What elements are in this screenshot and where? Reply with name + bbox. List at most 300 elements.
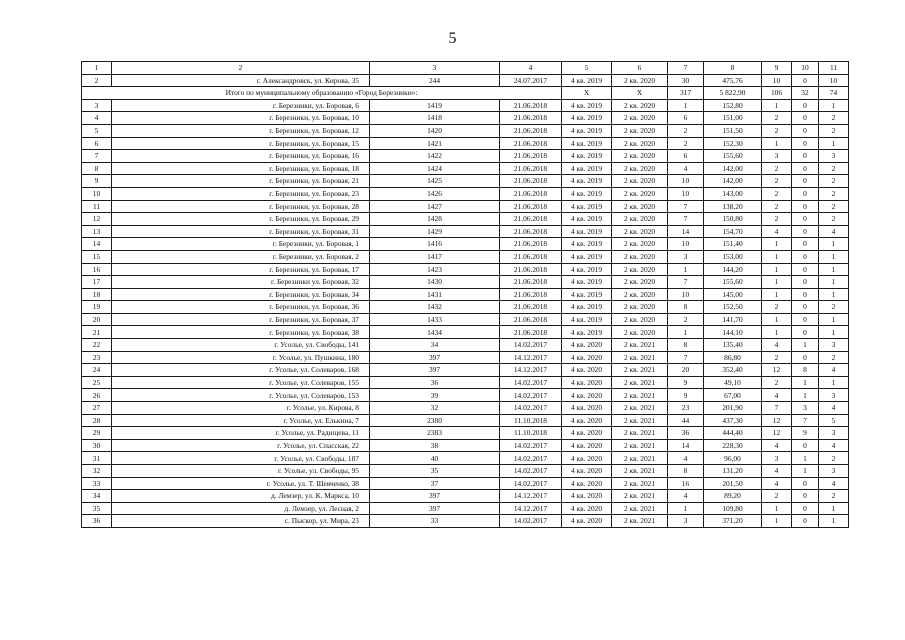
- table-row: [82, 452, 849, 465]
- cell-value: 21.06.2018: [500, 238, 562, 251]
- cell-value: 1428: [370, 213, 500, 226]
- cell-value: 10: [668, 288, 704, 301]
- table-row: [82, 276, 849, 289]
- cell-value: 35: [370, 465, 500, 478]
- cell-value: 0: [792, 137, 819, 150]
- cell-value: 152,30: [704, 137, 762, 150]
- cell-value: 1: [819, 263, 849, 276]
- cell-value: 3: [819, 339, 849, 352]
- cell-value: 1: [762, 502, 792, 515]
- cell-address: г. Березники, ул. Боровая, 10: [112, 112, 370, 125]
- table-row: [82, 288, 849, 301]
- cell-address: г. Березники, ул. Боровая, 36: [112, 301, 370, 314]
- cell-value: 4 кв. 2019: [562, 225, 612, 238]
- cell-value: 0: [792, 477, 819, 490]
- cell-value: 21.06.2018: [500, 175, 562, 188]
- cell-value: 21.06.2018: [500, 313, 562, 326]
- cell-value: 14.02.2017: [500, 452, 562, 465]
- cell-value: 2 кв. 2021: [612, 490, 668, 503]
- cell-value: 145,00: [704, 288, 762, 301]
- cell-value: 10: [668, 187, 704, 200]
- cell-value: 1: [819, 238, 849, 251]
- cell-value: 7: [792, 414, 819, 427]
- cell-value: 444,40: [704, 427, 762, 440]
- cell-value: 109,80: [704, 502, 762, 515]
- cell-value: 2: [819, 200, 849, 213]
- cell-value: 1: [668, 502, 704, 515]
- cell-index: 4: [82, 112, 112, 125]
- cell-value: 1429: [370, 225, 500, 238]
- cell-value: 8: [792, 364, 819, 377]
- cell-value: 1: [819, 276, 849, 289]
- cell-value: 4 кв. 2020: [562, 465, 612, 478]
- cell-value: 144,10: [704, 326, 762, 339]
- cell-address: д. Лемзер, ул. Лесная, 2: [112, 502, 370, 515]
- cell-index: 32: [82, 465, 112, 478]
- cell-value: 1: [762, 250, 792, 263]
- cell-value: 2: [762, 490, 792, 503]
- cell-value: 2 кв. 2021: [612, 502, 668, 515]
- cell-value: 21.06.2018: [500, 112, 562, 125]
- cell-value: 2 кв. 2021: [612, 402, 668, 415]
- cell-index: 3: [82, 99, 112, 112]
- column-number: 2: [112, 62, 370, 75]
- cell-value: 1: [668, 99, 704, 112]
- cell-value: 30: [668, 74, 704, 87]
- page-number: 5: [448, 30, 457, 47]
- cell-address: г. Усолье, ул. Пушкина, 180: [112, 351, 370, 364]
- cell-value: 2: [668, 313, 704, 326]
- cell-value: 1427: [370, 200, 500, 213]
- cell-value: 0: [792, 313, 819, 326]
- summary-cell: 74: [819, 87, 849, 100]
- table-row: [82, 263, 849, 276]
- cell-value: 4 кв. 2020: [562, 389, 612, 402]
- cell-value: 4: [762, 465, 792, 478]
- cell-value: 21.06.2018: [500, 250, 562, 263]
- cell-value: 21.06.2018: [500, 124, 562, 137]
- cell-value: 4 кв. 2019: [562, 200, 612, 213]
- cell-value: 151,40: [704, 238, 762, 251]
- cell-value: 1: [819, 326, 849, 339]
- cell-index: 35: [82, 502, 112, 515]
- cell-value: 0: [792, 150, 819, 163]
- table-row: [82, 389, 849, 402]
- table-row: [82, 112, 849, 125]
- cell-value: 142,00: [704, 175, 762, 188]
- cell-value: 1425: [370, 175, 500, 188]
- cell-value: 4 кв. 2019: [562, 326, 612, 339]
- cell-value: 2: [819, 452, 849, 465]
- table-row: [82, 465, 849, 478]
- cell-value: 14.12.2017: [500, 351, 562, 364]
- cell-value: 2: [819, 490, 849, 503]
- cell-value: 12: [762, 427, 792, 440]
- cell-value: 0: [792, 250, 819, 263]
- cell-value: 2 кв. 2020: [612, 175, 668, 188]
- cell-value: 154,70: [704, 225, 762, 238]
- cell-value: 14.02.2017: [500, 339, 562, 352]
- cell-value: 0: [792, 502, 819, 515]
- cell-value: 4: [762, 477, 792, 490]
- cell-address: г. Березники ул. Боровая, 32: [112, 276, 370, 289]
- cell-value: 2 кв. 2020: [612, 150, 668, 163]
- cell-value: 2 кв. 2021: [612, 427, 668, 440]
- cell-index: 14: [82, 238, 112, 251]
- table-row: [82, 376, 849, 389]
- table-row: [82, 213, 849, 226]
- cell-value: 1426: [370, 187, 500, 200]
- cell-address: г. Березники, ул. Боровая, 2: [112, 250, 370, 263]
- cell-value: 21.06.2018: [500, 162, 562, 175]
- cell-value: 4 кв. 2019: [562, 150, 612, 163]
- cell-value: 9: [792, 427, 819, 440]
- cell-value: 6: [668, 150, 704, 163]
- cell-value: 3: [792, 402, 819, 415]
- cell-value: 2: [819, 124, 849, 137]
- column-number: 5: [562, 62, 612, 75]
- cell-index: 16: [82, 263, 112, 276]
- cell-address: г. Березники, ул. Боровая, 6: [112, 99, 370, 112]
- cell-value: 14.02.2017: [500, 439, 562, 452]
- cell-value: 2 кв. 2020: [612, 74, 668, 87]
- table-row: [82, 402, 849, 415]
- cell-value: 14.02.2017: [500, 376, 562, 389]
- cell-value: 14.02.2017: [500, 389, 562, 402]
- cell-value: 34: [370, 339, 500, 352]
- cell-value: 21.06.2018: [500, 137, 562, 150]
- cell-value: 2 кв. 2021: [612, 515, 668, 528]
- cell-address: г. Усолье, ул. Т. Шевченко, 38: [112, 477, 370, 490]
- column-number: 9: [762, 62, 792, 75]
- table-row: [82, 175, 849, 188]
- cell-value: 4 кв. 2020: [562, 477, 612, 490]
- cell-index: 10: [82, 187, 112, 200]
- cell-value: 8: [668, 339, 704, 352]
- cell-value: 2: [668, 137, 704, 150]
- cell-address: г. Березники, ул. Боровая, 12: [112, 124, 370, 137]
- cell-index: 30: [82, 439, 112, 452]
- cell-value: 152,50: [704, 301, 762, 314]
- cell-value: 4 кв. 2020: [562, 339, 612, 352]
- cell-value: 10: [819, 74, 849, 87]
- cell-value: 1: [792, 465, 819, 478]
- cell-index: 36: [82, 515, 112, 528]
- cell-value: 9: [668, 376, 704, 389]
- cell-value: 0: [792, 301, 819, 314]
- cell-value: 1423: [370, 263, 500, 276]
- cell-value: 2383: [370, 427, 500, 440]
- cell-value: 152,80: [704, 99, 762, 112]
- cell-value: 4 кв. 2019: [562, 187, 612, 200]
- cell-value: 2 кв. 2021: [612, 339, 668, 352]
- table-row: [82, 515, 849, 528]
- cell-address: г. Усолье, ул. Свободы, 95: [112, 465, 370, 478]
- cell-value: 244: [370, 74, 500, 87]
- cell-value: 7: [668, 213, 704, 226]
- cell-address: г. Усолье, ул. Солеваров, 153: [112, 389, 370, 402]
- table-row: [82, 477, 849, 490]
- table-row: [82, 502, 849, 515]
- cell-value: 38: [370, 439, 500, 452]
- cell-value: 0: [792, 225, 819, 238]
- cell-value: 1: [819, 99, 849, 112]
- cell-value: 155,60: [704, 150, 762, 163]
- cell-value: 14.02.2017: [500, 402, 562, 415]
- cell-value: 142,00: [704, 162, 762, 175]
- cell-value: 2: [819, 162, 849, 175]
- cell-value: 4 кв. 2020: [562, 351, 612, 364]
- cell-value: 3: [668, 250, 704, 263]
- cell-value: 4 кв. 2020: [562, 364, 612, 377]
- cell-value: 141,70: [704, 313, 762, 326]
- cell-value: 10: [762, 74, 792, 87]
- cell-value: 32: [370, 402, 500, 415]
- cell-value: 2 кв. 2020: [612, 276, 668, 289]
- cell-index: 12: [82, 213, 112, 226]
- cell-value: 131,20: [704, 465, 762, 478]
- cell-value: 3: [819, 465, 849, 478]
- cell-value: 352,40: [704, 364, 762, 377]
- table-row: [82, 364, 849, 377]
- cell-value: 2: [762, 376, 792, 389]
- cell-address: г. Березники, ул. Боровая, 18: [112, 162, 370, 175]
- cell-value: 21.06.2018: [500, 326, 562, 339]
- cell-value: 2 кв. 2020: [612, 124, 668, 137]
- cell-address: г. Березники, ул. Боровая, 21: [112, 175, 370, 188]
- summary-label: Итого по муниципальному образованию «Город Березники»:: [82, 87, 562, 100]
- cell-value: 5: [819, 414, 849, 427]
- cell-value: 37: [370, 477, 500, 490]
- table-row: [82, 313, 849, 326]
- cell-value: 4 кв. 2020: [562, 376, 612, 389]
- cell-value: 10: [668, 238, 704, 251]
- cell-value: 7: [668, 276, 704, 289]
- cell-value: 21.06.2018: [500, 187, 562, 200]
- cell-index: 17: [82, 276, 112, 289]
- cell-address: г. Березники, ул. Боровая, 23: [112, 187, 370, 200]
- cell-address: г. Усолье, ул. Елькина, 7: [112, 414, 370, 427]
- cell-value: 201,90: [704, 402, 762, 415]
- cell-value: 2: [819, 301, 849, 314]
- cell-address: г. Усолье, ул. Спасская, 22: [112, 439, 370, 452]
- cell-value: 397: [370, 351, 500, 364]
- cell-index: 13: [82, 225, 112, 238]
- cell-value: 437,30: [704, 414, 762, 427]
- cell-value: 3: [819, 427, 849, 440]
- summary-cell: X: [612, 87, 668, 100]
- table-row: [82, 99, 849, 112]
- cell-value: 23: [668, 402, 704, 415]
- cell-value: 96,00: [704, 452, 762, 465]
- cell-value: 4: [819, 402, 849, 415]
- cell-address: г. Усолье, ул. Свободы, 187: [112, 452, 370, 465]
- cell-index: 15: [82, 250, 112, 263]
- cell-value: 1417: [370, 250, 500, 263]
- cell-value: 4 кв. 2019: [562, 263, 612, 276]
- cell-value: 16: [668, 477, 704, 490]
- cell-value: 1: [792, 389, 819, 402]
- cell-value: 4 кв. 2020: [562, 427, 612, 440]
- cell-index: 9: [82, 175, 112, 188]
- cell-value: 1416: [370, 238, 500, 251]
- cell-value: 21.06.2018: [500, 288, 562, 301]
- cell-value: 4 кв. 2019: [562, 175, 612, 188]
- cell-index: 34: [82, 490, 112, 503]
- cell-value: 0: [792, 162, 819, 175]
- cell-value: 4: [819, 477, 849, 490]
- cell-value: 397: [370, 364, 500, 377]
- cell-value: 2: [762, 162, 792, 175]
- cell-value: 0: [792, 175, 819, 188]
- cell-value: 1419: [370, 99, 500, 112]
- cell-value: 3: [668, 515, 704, 528]
- column-number: 4: [500, 62, 562, 75]
- cell-address: с. Пыскор, ул. Мира, 23: [112, 515, 370, 528]
- cell-value: 14: [668, 439, 704, 452]
- cell-value: 0: [792, 439, 819, 452]
- cell-value: 1: [819, 288, 849, 301]
- table-row: [82, 162, 849, 175]
- cell-value: 21.06.2018: [500, 200, 562, 213]
- cell-value: 4: [819, 225, 849, 238]
- table-row: [82, 301, 849, 314]
- cell-value: 0: [792, 351, 819, 364]
- cell-index: 19: [82, 301, 112, 314]
- cell-value: 155,60: [704, 276, 762, 289]
- cell-index: 25: [82, 376, 112, 389]
- cell-value: 0: [792, 213, 819, 226]
- cell-value: 36: [668, 427, 704, 440]
- cell-value: 2 кв. 2020: [612, 263, 668, 276]
- cell-value: 4: [668, 490, 704, 503]
- cell-value: 24.07.2017: [500, 74, 562, 87]
- cell-index: 31: [82, 452, 112, 465]
- cell-index: 20: [82, 313, 112, 326]
- cell-value: 4: [762, 439, 792, 452]
- table-row: [82, 250, 849, 263]
- table-row: [82, 427, 849, 440]
- cell-value: 2: [762, 187, 792, 200]
- table-row: [82, 137, 849, 150]
- cell-value: 33: [370, 515, 500, 528]
- cell-value: 4 кв. 2020: [562, 515, 612, 528]
- cell-value: 201,50: [704, 477, 762, 490]
- cell-value: 4: [668, 162, 704, 175]
- cell-index: 24: [82, 364, 112, 377]
- cell-value: 1: [668, 263, 704, 276]
- cell-value: 1: [792, 376, 819, 389]
- cell-value: 14.02.2017: [500, 515, 562, 528]
- summary-cell: X: [562, 87, 612, 100]
- table-row: [82, 187, 849, 200]
- table-row: [82, 439, 849, 452]
- cell-value: 2380: [370, 414, 500, 427]
- cell-value: 1: [762, 326, 792, 339]
- cell-value: 2 кв. 2020: [612, 326, 668, 339]
- cell-value: 1: [762, 238, 792, 251]
- cell-value: 1420: [370, 124, 500, 137]
- cell-index: 11: [82, 200, 112, 213]
- cell-value: 4 кв. 2020: [562, 402, 612, 415]
- cell-value: 1: [819, 137, 849, 150]
- cell-value: 1418: [370, 112, 500, 125]
- cell-value: 4: [668, 452, 704, 465]
- cell-value: 2 кв. 2020: [612, 187, 668, 200]
- table-row: [82, 225, 849, 238]
- cell-value: 6: [668, 112, 704, 125]
- cell-address: г. Березники, ул. Боровая, 31: [112, 225, 370, 238]
- cell-value: 1432: [370, 301, 500, 314]
- table-row: [82, 339, 849, 352]
- cell-value: 14: [668, 225, 704, 238]
- table-row: [82, 414, 849, 427]
- cell-value: 1: [819, 376, 849, 389]
- cell-address: г. Березники, ул. Боровая, 38: [112, 326, 370, 339]
- cell-address: г. Усолье, ул. Радищева, 11: [112, 427, 370, 440]
- cell-value: 3: [819, 150, 849, 163]
- cell-address: г. Березники, ул. Боровая, 28: [112, 200, 370, 213]
- cell-value: 371,20: [704, 515, 762, 528]
- cell-value: 3: [762, 150, 792, 163]
- column-number: 11: [819, 62, 849, 75]
- summary-cell: 317: [668, 87, 704, 100]
- cell-value: 144,20: [704, 263, 762, 276]
- cell-index: 5: [82, 124, 112, 137]
- cell-value: 14.12.2017: [500, 364, 562, 377]
- cell-value: 86,80: [704, 351, 762, 364]
- cell-value: 21.06.2018: [500, 276, 562, 289]
- cell-value: 475,76: [704, 74, 762, 87]
- cell-value: 7: [668, 200, 704, 213]
- cell-value: 14.02.2017: [500, 477, 562, 490]
- table-row: [82, 490, 849, 503]
- cell-value: 7: [668, 351, 704, 364]
- cell-value: 12: [762, 364, 792, 377]
- cell-value: 1: [668, 326, 704, 339]
- cell-address: г. Усолье, ул. Кирова, 8: [112, 402, 370, 415]
- cell-value: 1430: [370, 276, 500, 289]
- cell-value: 89,20: [704, 490, 762, 503]
- cell-address: г. Усолье, ул. Солеваров, 168: [112, 364, 370, 377]
- cell-value: 0: [792, 288, 819, 301]
- cell-value: 21.06.2018: [500, 263, 562, 276]
- cell-value: 138,20: [704, 200, 762, 213]
- cell-value: 1: [819, 250, 849, 263]
- cell-value: 2 кв. 2020: [612, 213, 668, 226]
- cell-index: 21: [82, 326, 112, 339]
- cell-value: 143,00: [704, 187, 762, 200]
- cell-value: 2: [819, 351, 849, 364]
- cell-value: 1: [792, 452, 819, 465]
- cell-value: 4 кв. 2019: [562, 162, 612, 175]
- cell-value: 1: [792, 339, 819, 352]
- cell-index: 7: [82, 150, 112, 163]
- cell-value: 2: [668, 124, 704, 137]
- cell-value: 2: [762, 124, 792, 137]
- cell-value: 39: [370, 389, 500, 402]
- cell-value: 4: [762, 225, 792, 238]
- cell-value: 3: [762, 452, 792, 465]
- column-number: 10: [792, 62, 819, 75]
- cell-value: 8: [668, 301, 704, 314]
- cell-value: 4 кв. 2019: [562, 288, 612, 301]
- cell-value: 4: [762, 339, 792, 352]
- table-row: [82, 351, 849, 364]
- cell-value: 2: [819, 187, 849, 200]
- cell-value: 4: [762, 389, 792, 402]
- cell-address: г. Березники, ул. Боровая, 17: [112, 263, 370, 276]
